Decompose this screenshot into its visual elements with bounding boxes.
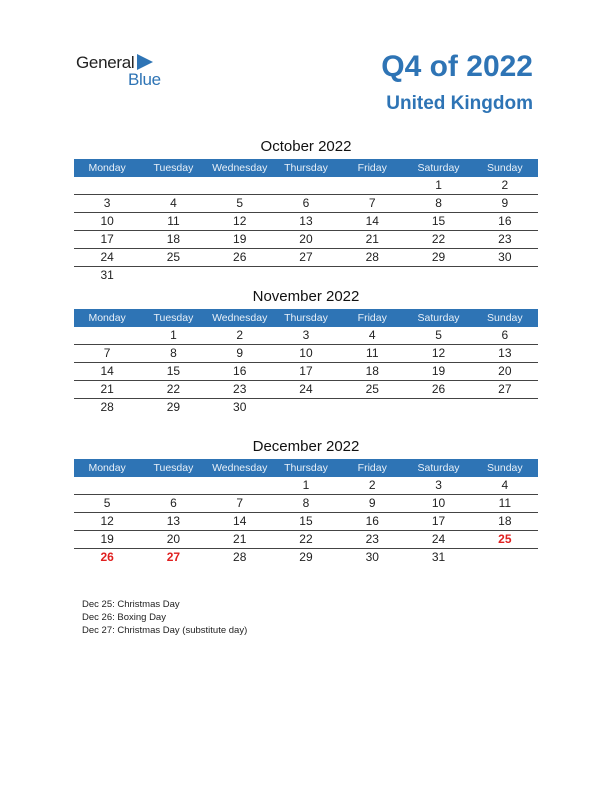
weekday-header: Wednesday <box>212 312 268 324</box>
day-cell: 19 <box>431 364 446 378</box>
holiday-notes <box>82 598 247 637</box>
week-row <box>74 381 538 399</box>
week-row <box>74 267 538 284</box>
day-cell: 19 <box>233 232 247 246</box>
day-cell: 25 <box>166 250 181 264</box>
day-cell: 15 <box>431 214 446 228</box>
weekday-header: Thursday <box>284 162 328 174</box>
day-cell: 10 <box>100 214 114 228</box>
day-cell: 28 <box>100 400 114 414</box>
week-row <box>74 195 538 213</box>
day-cell: 3 <box>435 478 442 492</box>
month-title: December 2022 <box>252 438 360 455</box>
week-row <box>74 363 538 381</box>
day-cell: 3 <box>103 196 111 210</box>
holiday-note: Dec 25: Christmas Day <box>82 599 180 610</box>
day-cell: 14 <box>365 214 379 228</box>
day-cell: 26 <box>431 382 446 396</box>
day-cell: 30 <box>233 400 247 414</box>
day-cell: 1 <box>302 478 310 492</box>
day-cell: 12 <box>100 514 114 528</box>
day-cell <box>472 399 538 416</box>
day-cell: 28 <box>233 550 247 564</box>
weekday-header: Saturday <box>417 462 460 474</box>
day-cell: 27 <box>299 250 313 264</box>
page-title: Q4 of 2022 <box>381 50 533 83</box>
day-cell: 7 <box>103 346 111 360</box>
weekday-header: Wednesday <box>212 162 268 174</box>
month-calendar <box>74 436 538 566</box>
day-cell: 16 <box>365 514 379 528</box>
day-cell: 13 <box>166 514 181 528</box>
day-cell: 12 <box>431 346 446 360</box>
day-cell: 1 <box>170 328 177 342</box>
day-cell: 2 <box>501 178 509 192</box>
day-cell <box>207 267 273 284</box>
weekday-header-row <box>74 159 538 177</box>
day-cell: 26 <box>233 250 247 264</box>
day-cell: 10 <box>299 346 313 360</box>
weekday-header: Saturday <box>417 162 460 174</box>
day-cell: 18 <box>498 514 512 528</box>
day-cell: 30 <box>365 550 379 564</box>
day-cell: 9 <box>368 496 376 510</box>
day-cell: 27 <box>498 382 512 396</box>
month-title: November 2022 <box>252 288 360 305</box>
day-cell: 4 <box>368 328 376 342</box>
day-cell: 17 <box>299 364 313 378</box>
day-cell: 14 <box>233 514 247 528</box>
day-cell: 30 <box>498 250 512 264</box>
day-cell: 21 <box>100 382 114 396</box>
day-cell: 6 <box>501 328 509 342</box>
holiday-note: Dec 26: Boxing Day <box>82 612 166 623</box>
week-row <box>74 399 538 416</box>
day-cell: 4 <box>170 196 177 210</box>
weekday-header: Tuesday <box>153 162 194 174</box>
day-cell: 24 <box>299 382 313 396</box>
day-cell: 22 <box>166 382 181 396</box>
day-cell: 21 <box>365 232 379 246</box>
day-cell: 3 <box>302 328 310 342</box>
day-cell: 9 <box>236 346 244 360</box>
week-row <box>74 213 538 231</box>
logo-blue-text: Blue <box>128 70 161 89</box>
day-cell: 23 <box>365 532 379 546</box>
week-row <box>74 249 538 267</box>
weekday-header-row <box>74 309 538 327</box>
day-cell: 11 <box>498 496 512 510</box>
day-cell: 18 <box>365 364 379 378</box>
day-cell <box>207 477 273 494</box>
day-cell: 10 <box>431 496 446 510</box>
weekday-header: Tuesday <box>153 312 194 324</box>
weekday-header-row <box>74 459 538 477</box>
weekday-header: Saturday <box>417 312 460 324</box>
day-cell <box>405 399 471 416</box>
logo <box>76 50 176 90</box>
weekday-header: Thursday <box>284 462 328 474</box>
day-cell: 22 <box>431 232 446 246</box>
holiday-note: Dec 27: Christmas Day (substitute day) <box>82 625 248 636</box>
weekday-header: Friday <box>357 162 387 174</box>
day-cell <box>74 327 140 344</box>
day-cell <box>405 267 471 284</box>
day-cell: 8 <box>435 196 442 210</box>
day-cell <box>339 177 405 194</box>
day-cell: 29 <box>299 550 313 564</box>
day-cell <box>472 549 538 566</box>
day-cell: 11 <box>167 214 180 228</box>
day-cell: 23 <box>498 232 512 246</box>
month-calendar <box>74 136 538 284</box>
day-cell: 5 <box>236 196 244 210</box>
day-cell <box>273 399 339 416</box>
day-cell <box>74 477 140 494</box>
day-cell <box>273 267 339 284</box>
week-row <box>74 531 538 549</box>
weekday-header: Monday <box>88 162 126 174</box>
day-cell: 15 <box>299 514 313 528</box>
day-cell: 21 <box>233 532 247 546</box>
day-cell <box>207 177 273 194</box>
day-cell: 31 <box>431 550 446 564</box>
month-title: October 2022 <box>260 138 352 155</box>
weekday-header: Wednesday <box>212 462 268 474</box>
weekday-header: Sunday <box>487 462 523 474</box>
weekday-header: Sunday <box>487 162 523 174</box>
day-cell: 15 <box>166 364 181 378</box>
day-cell: 31 <box>100 268 114 282</box>
day-cell: 25 <box>498 532 512 546</box>
week-row <box>74 513 538 531</box>
day-cell: 18 <box>166 232 181 246</box>
day-cell: 4 <box>501 478 509 492</box>
day-cell: 9 <box>501 196 509 210</box>
day-cell: 17 <box>100 232 114 246</box>
day-cell: 27 <box>166 550 181 564</box>
week-row <box>74 177 538 195</box>
day-cell: 25 <box>365 382 379 396</box>
logo-triangle-icon <box>137 54 153 70</box>
day-cell: 24 <box>431 532 446 546</box>
day-cell: 8 <box>302 496 310 510</box>
day-cell: 11 <box>366 346 379 360</box>
weekday-header: Monday <box>88 462 126 474</box>
page-subtitle: United Kingdom <box>386 93 533 114</box>
day-cell: 19 <box>100 532 114 546</box>
day-cell: 23 <box>233 382 247 396</box>
week-row <box>74 477 538 495</box>
day-cell: 29 <box>166 400 181 414</box>
day-cell <box>74 177 140 194</box>
day-cell: 20 <box>166 532 181 546</box>
week-row <box>74 549 538 566</box>
day-cell: 7 <box>236 496 244 510</box>
week-row <box>74 231 538 249</box>
day-cell: 6 <box>302 196 310 210</box>
weekday-header: Friday <box>357 462 387 474</box>
day-cell: 12 <box>233 214 247 228</box>
weekday-header: Monday <box>88 312 126 324</box>
day-cell: 2 <box>368 478 376 492</box>
day-cell <box>273 177 339 194</box>
day-cell: 26 <box>100 550 114 564</box>
day-cell: 14 <box>100 364 114 378</box>
day-cell: 28 <box>365 250 379 264</box>
day-cell: 8 <box>170 346 177 360</box>
weekday-header: Friday <box>357 312 387 324</box>
weekday-header: Sunday <box>487 312 523 324</box>
day-cell: 20 <box>299 232 313 246</box>
day-cell: 5 <box>103 496 111 510</box>
day-cell: 24 <box>100 250 114 264</box>
week-row <box>74 495 538 513</box>
month-calendar <box>74 286 538 416</box>
day-cell <box>140 177 206 194</box>
day-cell: 13 <box>299 214 313 228</box>
day-cell: 16 <box>498 214 512 228</box>
weekday-header: Thursday <box>284 312 328 324</box>
day-cell <box>339 399 405 416</box>
day-cell: 2 <box>236 328 244 342</box>
day-cell: 17 <box>431 514 446 528</box>
day-cell: 5 <box>435 328 442 342</box>
day-cell <box>472 267 538 284</box>
day-cell: 7 <box>368 196 376 210</box>
day-cell: 13 <box>498 346 512 360</box>
weekday-header: Tuesday <box>153 462 194 474</box>
day-cell: 22 <box>299 532 313 546</box>
day-cell <box>140 267 206 284</box>
day-cell: 16 <box>233 364 247 378</box>
day-cell: 20 <box>498 364 512 378</box>
day-cell <box>339 267 405 284</box>
day-cell <box>140 477 206 494</box>
day-cell: 6 <box>170 496 177 510</box>
day-cell: 1 <box>435 178 442 192</box>
week-row <box>74 327 538 345</box>
week-row <box>74 345 538 363</box>
day-cell: 29 <box>431 250 446 264</box>
logo-general-text: General <box>76 53 135 72</box>
